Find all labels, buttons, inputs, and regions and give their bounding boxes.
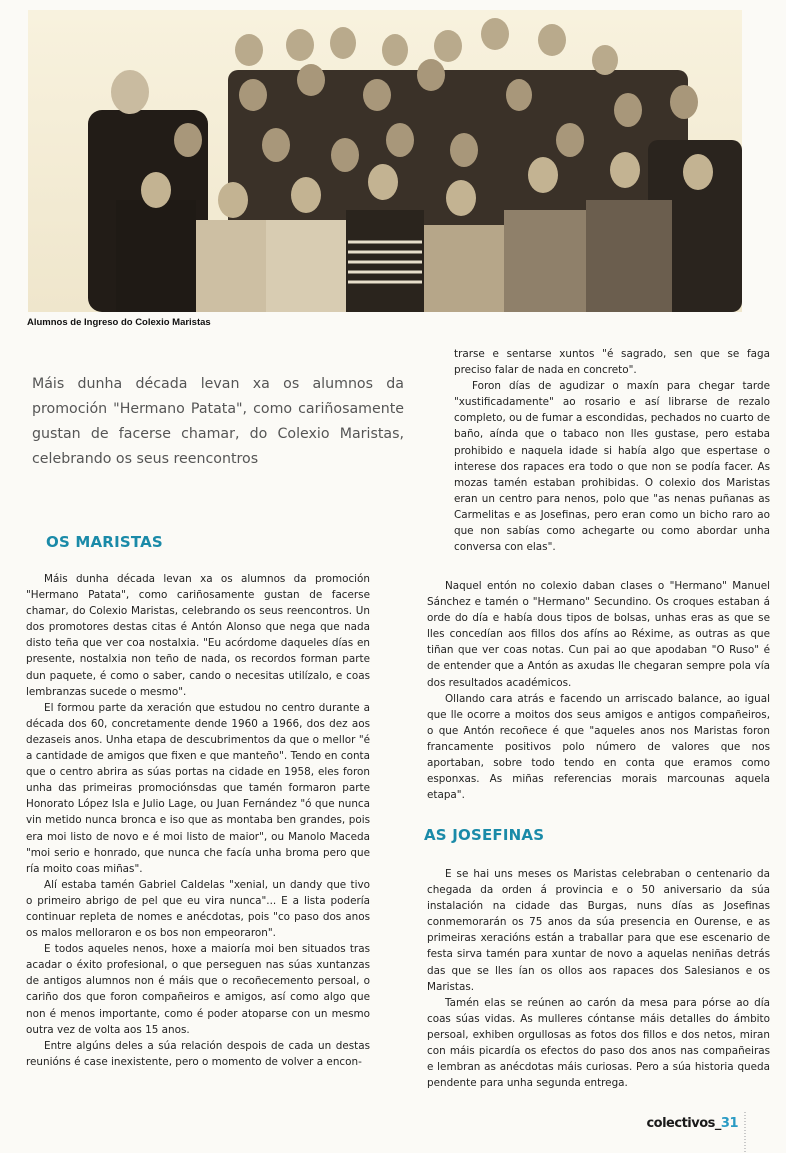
body-paragraph: Ollando cara atrás e facendo un arriscado balance, ao igual que lle ocorre a moitos dos seus amigos e antigos compañeiros, o que Antón recoñece é que "aqueles anos nos Maristas foron francamente positivos polo número de valores que nos aportaban, sobre todo tendo en conta que eramos como esponxas. As miñas referencias morais marcounas aquela etapa". [427,692,770,802]
photo-image [28,10,742,312]
body-paragraph: El formou parte da xeración que estudou no centro durante a década dos 60, concretamente dende 1960 a 1966, dos dez aos dezaseis anos. Unha etapa de descubrimentos da que o mellor "é a cantidade de amigos que fixen e que manteño". Tendo en conta que o centro abrira as súas portas na cidade en 1958, eles foron unha das primeiras promociónsdas que tamén formaron parte Honorato López Isla e Julio Lage, ou Juan Fernández "ó que nunca vin metido nunca bronca e iso que as montaba ben grandes, pois era moi listo de novo e é moi listo de maior", ou Manolo Maceda "moi serio e honrado, que nunca che facía unha broma pero que ría moito coas miñas". [26,701,370,875]
section-heading-josefinas: AS JOSEFINAS [424,826,545,844]
section-heading-maristas: OS MARISTAS [46,533,163,551]
body-paragraph: Naquel entón no colexio daban clases o "Hermano" Manuel Sánchez e tamén o "Hermano" Secundino. Os croques estaban á orde do día e había dous tipos de bolsas, unhas eras as que se lles concedían aos fillos dos afíns ao Réxime, as outras as que tiñan que ver coas notas. Cun pai ao que apodaban "O Ruso" é de entender que a Antón as axudas lle chegaran sempre pola vía dos resultados académicos. [427,580,770,689]
photo-caption: Alumnos de Ingreso do Colexio Maristas [27,317,211,328]
page-number: 31 [720,1116,738,1131]
body-paragraph-continuation: trarse e sentarse xuntos "é sagrado, sen que se faga preciso falar de nada en concreto". [454,348,770,377]
body-paragraph: Máis dunha década levan xa os alumnos da promoción "Hermano Patata", como cariñosamente gustan de facerse chamar, do Colexio Maristas, celebrando os seus reencontros. Un dos promotores destas citas é Antón Alonso que nega que nada disto teña que ver coa nostalxia. "Eu acórdome daqueles días en presente, nostalxia non teño de nada, os recordos forman parte dun paquete, é como o saber, cando o necesitas utilízalo, e coas lembranzas sucede o mesmo". [26,573,370,698]
article-column-right-top [454,346,770,555]
lead-paragraph: Máis dunha década levan xa os alumnos da promoción "Hermano Patata", como cariñosamente gustan de facerse chamar, do Colexio Maristas, celebrando os seus reencontros [32,376,404,467]
body-paragraph: E todos aqueles nenos, hoxe a maioría moi ben situados tras acadar o éxito profesional, o que perseguen nas súas xuntanzas de antigos alumnos non é máis que o recoñecemento persoal, o cariño dos que foron compañeiros e amigos, así como algo que non é menos importante, como é poder atoparse con un mesmo outra vez de volta aos 15 anos. [26,943,370,1036]
article-column-right-middle [427,578,770,803]
class-photograph [28,10,742,312]
body-paragraph: Entre algúns deles a súa relación despois de cada un destas reunións é case inexistente, pero o momento de volver a encon- [26,1039,370,1068]
body-paragraph: Tamén elas se reúnen ao carón da mesa para pórse ao día coas súas vidas. As mulleres cóntanse máis detalles do ámbito persoal, exhiben orgullosas as fotos dos fillos e dos netos, miran con máis picardía os efectos do paso dos anos nas compañeiras e lembran as anécdotas máis curiosas. Pero a súa historia queda pendente para unha segunda entrega. [427,996,770,1090]
body-paragraph: Alí estaba tamén Gabriel Caldelas "xenial, un dandy que tivo o primeiro abrigo de pel que eu vira nunca"... E a lista podería continuar repleta de nomes e anécdotas, pois "co paso dos anos os malos melloraron e os bos non empeoraron". [26,878,370,940]
body-paragraph: Foron días de agudizar o maxín para chegar tarde "xustificadamente" ao rosario e así librarse de rezalo completo, ou de fumar a escondidas, pechados no cuarto de baño, aínda que o tabaco non lles gustase, pero estaba prohibido e naquela idade si había algo que espertase o interese dos rapaces era todo o que non se podía facer. As mozas tamén estaban prohibidas. O colexio dos Maristas eran un centro para nenos, polo que "as nenas puñanas as Carmelitas e as Josefinas, pero eran como un bicho raro ao que non sabías como achegarte ou como abordar unha conversa con elas". [454,380,770,554]
article-column-right-bottom [427,866,770,1091]
body-paragraph: E se hai uns meses os Maristas celebraban o centenario da chegada da orden á provincia e o 50 aniversario da súa instalación na cidade das Burgas, nuns días as Josefinas conmemorarán os 75 anos da súa presencia en Ourense, e as primeiras xeracións están a traballar para que ese escenario de festa sirva tamén para xuntar de novo a aquelas neniñas detrás das que se lles ían os ollos aos rapaces dos Salesianos e os Maristas. [427,868,770,993]
page-edge-rule [744,1112,746,1152]
page-folio [646,1116,738,1131]
article-column-left [26,571,370,1070]
section-name: colectivos_ [646,1116,721,1131]
